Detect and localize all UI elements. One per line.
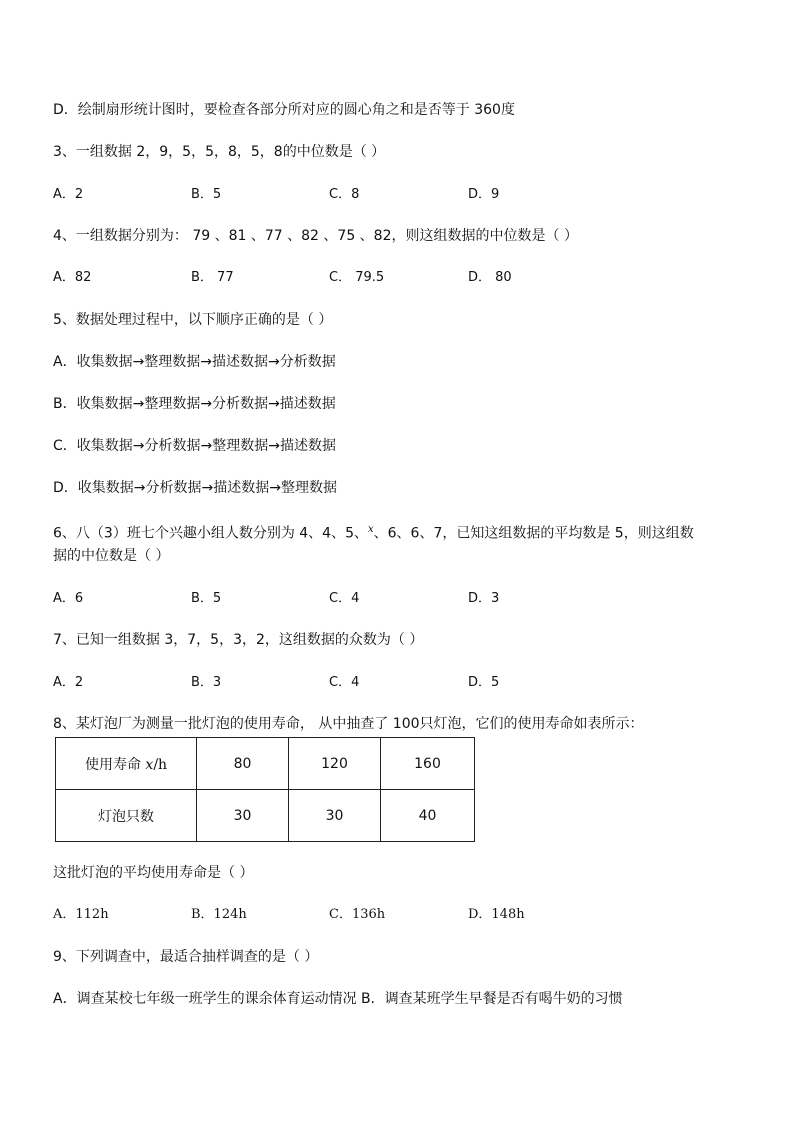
lifespan-table: [55, 737, 475, 842]
q8-option-d: D．148h: [468, 907, 525, 922]
q3-option-c: C．8: [329, 187, 360, 202]
lifespan-label: 使用寿命: [84, 756, 146, 773]
q5-option-b: B．收集数据→整理数据→分析数据→描述数据: [53, 396, 336, 412]
q9-options-ab: A．调查某校七年级一班学生的课余体育运动情况 B．调查某班学生早餐是否有喝牛奶的习惯: [53, 991, 623, 1007]
q7-stem: 7、已知一组数据 3，7，5，3，2，这组数据的众数为（ ）: [53, 632, 424, 648]
table-row: [56, 738, 475, 790]
q7-option-b: B．3: [191, 675, 222, 690]
table-row: [56, 790, 475, 842]
q8-option-b: B．124h: [191, 907, 247, 922]
q3-option-d: D．9: [468, 187, 500, 202]
q4-stem: 4、一组数据分别为： 79 、81 、77 、82 、75 、82，则这组数据的中位数是（ ）: [53, 228, 578, 244]
q3-option-b: B．5: [191, 187, 222, 202]
q6-option-d: D．3: [468, 591, 500, 606]
q6-option-b: B．5: [191, 591, 222, 606]
q2-option-d: D．绘制扇形统计图时，要检查各部分所对应的圆心角之和是否等于 360度: [53, 102, 515, 118]
q4-option-a: A．82: [53, 270, 92, 285]
q3-option-a: A．2: [53, 187, 84, 202]
q6-option-a: A．6: [53, 591, 84, 606]
q8-question: 这批灯泡的平均使用寿命是（ ）: [53, 865, 254, 881]
q8-option-c: C．136h: [329, 907, 386, 922]
lifespan-variable: x: [145, 756, 154, 773]
table-cell: 30: [197, 790, 289, 842]
lifespan-unit: /h: [153, 756, 168, 773]
q7-option-a: A．2: [53, 675, 84, 690]
q7-option-d: D．5: [468, 675, 500, 690]
q6-option-c: C．4: [329, 591, 360, 606]
q8-stem: 8、某灯泡厂为测量一批灯泡的使用寿命， 从中抽查了 100只灯泡，它们的使用寿命如表所示：: [53, 716, 644, 732]
q5-stem: 5、数据处理过程中，以下顺序正确的是（ ）: [53, 312, 333, 328]
table-header-lifespan: [56, 738, 197, 790]
table-cell: 40: [381, 790, 475, 842]
table-cell: 30: [289, 790, 381, 842]
q4-option-b: B． 77: [191, 270, 234, 285]
q5-option-a: A．收集数据→整理数据→描述数据→分析数据: [53, 354, 336, 370]
q5-option-d: D．收集数据→分析数据→描述数据→整理数据: [53, 480, 337, 496]
q6-stem-line2: 据的中位数是（ ）: [53, 548, 170, 564]
q7-option-c: C．4: [329, 675, 360, 690]
q6-stem-part-b: 、6、6、7，已知这组数据的平均数是 5，则这组数: [373, 525, 694, 542]
table-cell: 120: [289, 738, 381, 790]
q6-stem-line1: [53, 521, 694, 543]
q4-option-d: D． 80: [468, 270, 512, 285]
q6-stem-part-a: 6、八（3）班七个兴趣小组人数分别为 4、4、5、: [53, 525, 368, 542]
table-header-count: 灯泡只数: [56, 790, 197, 842]
q5-option-c: C．收集数据→分析数据→整理数据→描述数据: [53, 438, 336, 454]
q8-option-a: A．112h: [53, 907, 109, 922]
q3-stem: 3、一组数据 2，9，5，5，8，5，8的中位数是（ ）: [53, 144, 386, 160]
q4-option-c: C． 79.5: [329, 270, 385, 285]
q6-variable: x: [368, 524, 374, 535]
table-cell: 160: [381, 738, 475, 790]
q9-stem: 9、下列调查中，最适合抽样调查的是（ ）: [53, 949, 319, 965]
table-cell: 80: [197, 738, 289, 790]
